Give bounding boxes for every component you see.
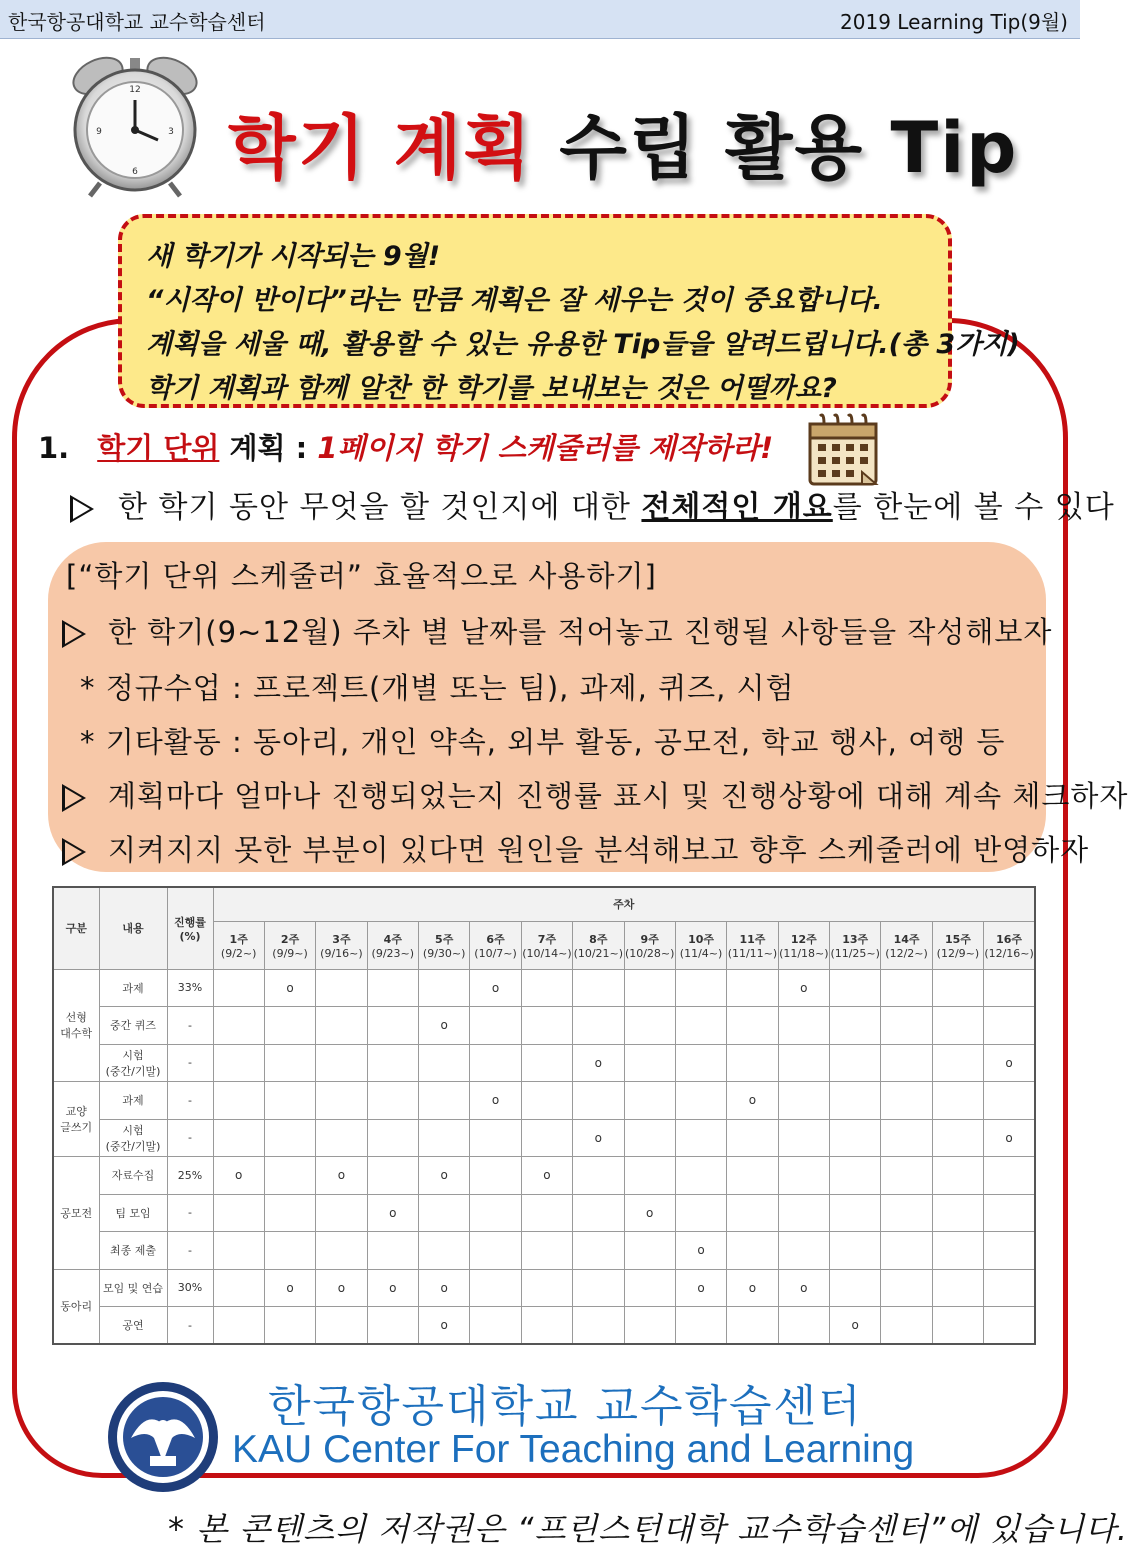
table-row — [53, 1007, 1035, 1045]
week-cell — [881, 1269, 932, 1307]
week-cell — [573, 1082, 624, 1120]
week-cell — [932, 1007, 983, 1045]
triangle-bullet-icon — [70, 495, 94, 523]
item-cell: 최종 제출 — [99, 1232, 167, 1270]
university-seal-icon — [106, 1380, 220, 1494]
week-cell — [521, 1119, 572, 1157]
week-label: 5주 — [435, 932, 454, 946]
week-cell — [264, 1232, 315, 1270]
week-cell — [624, 1119, 675, 1157]
alarm-clock-icon — [60, 48, 210, 198]
week-cell — [727, 1157, 778, 1195]
week-cell — [932, 1269, 983, 1307]
week-cell — [830, 1157, 881, 1195]
week-header — [778, 921, 829, 969]
week-cell — [778, 1044, 829, 1082]
week-cell — [881, 1119, 932, 1157]
tip-item — [62, 828, 1089, 869]
week-cell — [984, 1194, 1035, 1232]
week-cell — [778, 1194, 829, 1232]
header-weeks: 주차 — [213, 887, 1035, 921]
week-cell — [830, 1194, 881, 1232]
scheduled-mark: o — [675, 1232, 726, 1270]
week-date: (10/14~) — [522, 946, 572, 960]
week-cell — [675, 1044, 726, 1082]
week-date: (10/7~) — [474, 946, 517, 960]
header-org: 한국항공대학교 교수학습센터 — [8, 10, 266, 34]
intro-line: 계획을 세울 때, 활용할 수 있는 유용한 Tip들을 알려드립니다.(총 3가지) — [146, 329, 1020, 360]
week-label: 4주 — [383, 932, 402, 946]
progress-cell: - — [167, 1232, 213, 1270]
progress-cell: 25% — [167, 1157, 213, 1195]
week-cell — [367, 1044, 418, 1082]
week-cell — [778, 1007, 829, 1045]
week-cell — [881, 1007, 932, 1045]
item-cell: 팀 모임 — [99, 1194, 167, 1232]
week-cell — [470, 1269, 521, 1307]
center-name-korean: 한국항공대학교 교수학습센터 — [268, 1381, 863, 1432]
week-cell — [470, 1157, 521, 1195]
svg-text:6: 6 — [132, 167, 138, 177]
week-cell — [778, 1307, 829, 1345]
week-header — [830, 921, 881, 969]
summary-post: 를 한눈에 볼 수 있다 — [832, 490, 1115, 525]
week-header — [881, 921, 932, 969]
week-cell — [624, 1082, 675, 1120]
scheduled-mark: o — [984, 1119, 1035, 1157]
week-cell — [984, 1232, 1035, 1270]
progress-cell: - — [167, 1194, 213, 1232]
table-row — [53, 1082, 1035, 1120]
week-cell — [213, 1232, 264, 1270]
week-cell — [881, 1044, 932, 1082]
tips-box — [48, 542, 1128, 872]
week-cell — [727, 1119, 778, 1157]
page-title — [228, 92, 1018, 193]
week-cell — [367, 1119, 418, 1157]
category-cell: 공모전 — [53, 1157, 99, 1270]
week-cell — [316, 1007, 367, 1045]
week-header — [470, 921, 521, 969]
item-cell: 과제 — [99, 1082, 167, 1120]
week-cell — [932, 1082, 983, 1120]
scheduled-mark: o — [778, 969, 829, 1007]
week-cell — [521, 1269, 572, 1307]
week-cell — [932, 1307, 983, 1345]
week-cell — [521, 1232, 572, 1270]
week-cell — [984, 1307, 1035, 1345]
svg-text:3: 3 — [168, 127, 174, 137]
week-label: 2주 — [280, 932, 300, 946]
week-cell — [573, 1157, 624, 1195]
week-cell — [675, 1157, 726, 1195]
week-cell — [316, 1082, 367, 1120]
week-cell — [675, 1194, 726, 1232]
week-label: 14주 — [893, 932, 920, 946]
week-date: (9/16~) — [320, 946, 363, 960]
week-cell — [675, 1119, 726, 1157]
title-rest: 수립 활용 Tip — [559, 107, 1019, 189]
week-header — [367, 921, 418, 969]
scheduled-mark: o — [316, 1157, 367, 1195]
week-label: 8주 — [589, 932, 608, 946]
week-label: 16주 — [996, 932, 1023, 946]
week-cell — [521, 969, 572, 1007]
scheduled-mark: o — [213, 1157, 264, 1195]
week-cell — [881, 1194, 932, 1232]
week-date: (11/18~) — [779, 946, 829, 960]
scheduled-mark: o — [778, 1269, 829, 1307]
week-label: 15주 — [944, 932, 971, 946]
week-cell — [521, 1307, 572, 1345]
item-cell: 중간 퀴즈 — [99, 1007, 167, 1045]
scheduled-mark: o — [419, 1157, 470, 1195]
week-cell — [316, 1119, 367, 1157]
week-cell — [778, 1232, 829, 1270]
week-cell — [521, 1082, 572, 1120]
week-cell — [419, 969, 470, 1007]
tip-sub-item: * 기타활동 : 동아리, 개인 약속, 외부 활동, 공모전, 학교 행사, 여행 등 — [80, 725, 1006, 759]
week-cell — [419, 1232, 470, 1270]
week-cell — [675, 1082, 726, 1120]
week-cell — [727, 1007, 778, 1045]
table-row — [53, 1044, 1035, 1082]
week-cell — [984, 1082, 1035, 1120]
week-cell — [316, 1232, 367, 1270]
week-cell — [367, 1007, 418, 1045]
week-cell — [727, 969, 778, 1007]
tip-text: 지켜지지 못한 부분이 있다면 원인을 분석해보고 향후 스케줄러에 반영하자 — [108, 833, 1090, 867]
intro-line: “시작이 반이다”라는 만큼 계획은 잘 세우는 것이 중요합니다. — [146, 285, 883, 316]
week-cell — [470, 1194, 521, 1232]
week-cell — [419, 1119, 470, 1157]
week-cell — [316, 1044, 367, 1082]
calendar-icon — [804, 412, 884, 488]
summary-emphasis: 전체적인 개요 — [641, 490, 833, 525]
week-cell — [521, 1194, 572, 1232]
week-cell — [213, 1307, 264, 1345]
title-highlight: 학기 계획 — [228, 107, 533, 189]
scheduled-mark: o — [727, 1269, 778, 1307]
week-cell — [470, 1007, 521, 1045]
progress-cell: - — [167, 1307, 213, 1345]
category-cell: 교양 글쓰기 — [53, 1082, 99, 1157]
header-progress: 진행률 (%) — [167, 887, 213, 969]
week-cell — [830, 1082, 881, 1120]
week-cell — [624, 1232, 675, 1270]
scheduled-mark: o — [419, 1007, 470, 1045]
week-cell — [830, 1044, 881, 1082]
week-date: (10/21~) — [573, 946, 624, 960]
scheduled-mark: o — [470, 969, 521, 1007]
week-cell — [521, 1044, 572, 1082]
intro-box — [118, 214, 1020, 408]
header-bar — [0, 0, 1080, 39]
week-cell — [932, 1194, 983, 1232]
week-cell — [932, 969, 983, 1007]
week-cell — [316, 1307, 367, 1345]
tips-heading: [“학기 단위 스케줄러” 효율적으로 사용하기] — [66, 559, 657, 593]
week-cell — [675, 969, 726, 1007]
week-cell — [213, 1044, 264, 1082]
week-date: (12/9~) — [936, 946, 980, 960]
week-header — [213, 921, 264, 969]
week-cell — [881, 969, 932, 1007]
week-cell — [521, 1007, 572, 1045]
week-cell — [932, 1157, 983, 1195]
scheduled-mark: o — [264, 969, 315, 1007]
week-cell — [573, 1269, 624, 1307]
week-cell — [830, 969, 881, 1007]
scheduled-mark: o — [624, 1194, 675, 1232]
scheduled-mark: o — [675, 1269, 726, 1307]
item-cell: 자료수집 — [99, 1157, 167, 1195]
week-cell — [881, 1082, 932, 1120]
tip-text: 계획마다 얼마나 진행되었는지 진행률 표시 및 진행상황에 대해 계속 체크하자 — [108, 779, 1128, 813]
week-cell — [984, 969, 1035, 1007]
tip-item — [62, 610, 1052, 651]
week-label: 13주 — [842, 932, 869, 946]
scheduled-mark: o — [470, 1082, 521, 1120]
week-cell — [213, 1269, 264, 1307]
week-date: (11/11~) — [727, 946, 778, 960]
section-label: 계획 : — [219, 431, 318, 465]
item-cell: 과제 — [99, 969, 167, 1007]
item-cell: 공연 — [99, 1307, 167, 1345]
section-number: 1. — [38, 431, 70, 465]
copyright-note: * 본 콘텐츠의 저작권은 “프린스턴대학 교수학습센터”에 있습니다. — [168, 1510, 1128, 1548]
week-cell — [316, 1194, 367, 1232]
week-date: (9/2~) — [220, 946, 257, 960]
week-cell — [419, 1082, 470, 1120]
week-cell — [367, 1232, 418, 1270]
progress-cell: - — [167, 1007, 213, 1045]
week-cell — [675, 1007, 726, 1045]
week-header — [727, 921, 778, 969]
week-cell — [881, 1232, 932, 1270]
week-cell — [573, 1307, 624, 1345]
section-key: 학기 단위 — [97, 431, 220, 465]
week-cell — [213, 1082, 264, 1120]
category-cell: 선형 대수학 — [53, 969, 99, 1082]
scheduled-mark: o — [367, 1269, 418, 1307]
intro-line: 학기 계획과 함께 알찬 한 학기를 보내보는 것은 어떨까요? — [146, 373, 837, 404]
section-heading — [38, 426, 773, 467]
week-header — [624, 921, 675, 969]
intro-line: 새 학기가 시작되는 9월! — [146, 241, 441, 272]
week-cell — [778, 1082, 829, 1120]
tip-item — [62, 774, 1128, 815]
week-date: (9/9~) — [272, 946, 308, 960]
item-cell: 시험 (중간/기말) — [99, 1044, 167, 1082]
week-cell — [316, 969, 367, 1007]
week-cell — [624, 1157, 675, 1195]
week-cell — [932, 1119, 983, 1157]
category-cell: 동아리 — [53, 1269, 99, 1344]
week-cell — [573, 1007, 624, 1045]
week-cell — [419, 1044, 470, 1082]
week-cell — [932, 1232, 983, 1270]
week-cell — [573, 1232, 624, 1270]
item-cell: 시험 (중간/기말) — [99, 1119, 167, 1157]
week-cell — [213, 1007, 264, 1045]
item-cell: 모임 및 연습 — [99, 1269, 167, 1307]
triangle-bullet-icon — [62, 838, 86, 866]
semester-scheduler-table — [52, 886, 1036, 1345]
header-item: 내용 — [99, 887, 167, 969]
week-cell — [881, 1157, 932, 1195]
week-cell — [213, 969, 264, 1007]
triangle-bullet-icon — [62, 620, 86, 648]
week-cell — [573, 1194, 624, 1232]
table-row — [53, 1157, 1035, 1195]
week-label: 12주 — [790, 932, 817, 946]
week-header — [932, 921, 983, 969]
scheduled-mark: o — [984, 1044, 1035, 1082]
table-row — [53, 969, 1035, 1007]
week-cell — [264, 1157, 315, 1195]
week-cell — [778, 1119, 829, 1157]
week-cell — [367, 1307, 418, 1345]
week-label: 10주 — [688, 932, 715, 946]
scheduled-mark: o — [573, 1044, 624, 1082]
progress-cell: - — [167, 1082, 213, 1120]
week-cell — [367, 1157, 418, 1195]
scheduled-mark: o — [419, 1269, 470, 1307]
week-cell — [624, 1044, 675, 1082]
week-cell — [367, 1082, 418, 1120]
table-row — [53, 1232, 1035, 1270]
week-cell — [778, 1157, 829, 1195]
week-label: 11주 — [739, 932, 766, 946]
week-cell — [213, 1119, 264, 1157]
week-header — [419, 921, 470, 969]
svg-text:9: 9 — [96, 127, 102, 137]
week-cell — [264, 1007, 315, 1045]
week-header — [316, 921, 367, 969]
scheduled-mark: o — [521, 1157, 572, 1195]
header-issue: 2019 Learning Tip(9월) — [840, 10, 1068, 34]
week-date: (12/16~) — [984, 946, 1034, 960]
progress-cell: 30% — [167, 1269, 213, 1307]
tip-text: 한 학기(9~12월) 주차 별 날짜를 적어놓고 진행될 사항들을 작성해보자 — [108, 615, 1053, 649]
week-cell — [213, 1194, 264, 1232]
table-row — [53, 1307, 1035, 1345]
week-cell — [881, 1307, 932, 1345]
section-slogan: 1페이지 학기 스케줄러를 제작하라! — [317, 431, 774, 465]
tip-sub-item: * 정규수업 : 프로젝트(개별 또는 팀), 과제, 퀴즈, 시험 — [80, 671, 795, 705]
week-label: 6주 — [486, 932, 505, 946]
progress-cell: - — [167, 1119, 213, 1157]
week-cell — [727, 1044, 778, 1082]
scheduled-mark: o — [316, 1269, 367, 1307]
week-cell — [727, 1194, 778, 1232]
week-header — [675, 921, 726, 969]
week-date: (9/30~) — [422, 946, 466, 960]
week-header — [984, 921, 1035, 969]
week-cell — [367, 969, 418, 1007]
week-cell — [624, 1269, 675, 1307]
week-cell — [573, 969, 624, 1007]
svg-text:12: 12 — [129, 85, 141, 95]
week-cell — [264, 1307, 315, 1345]
week-date: (9/23~) — [371, 946, 415, 960]
center-name-english: KAU Center For Teaching and Learning — [232, 1428, 915, 1471]
week-date: (12/2~) — [885, 946, 928, 960]
week-header — [264, 921, 315, 969]
week-header — [521, 921, 572, 969]
triangle-bullet-icon — [62, 784, 86, 812]
table-row — [53, 1119, 1035, 1157]
week-cell — [830, 1007, 881, 1045]
week-cell — [984, 1007, 1035, 1045]
summary-line — [70, 482, 1115, 526]
week-cell — [624, 1007, 675, 1045]
week-cell — [675, 1307, 726, 1345]
week-cell — [984, 1157, 1035, 1195]
week-cell — [264, 1119, 315, 1157]
summary-pre: 한 학기 동안 무엇을 할 것인지에 대한 — [118, 490, 642, 525]
week-cell — [264, 1044, 315, 1082]
week-label: 1주 — [229, 932, 248, 946]
progress-cell: - — [167, 1044, 213, 1082]
scheduled-mark: o — [830, 1307, 881, 1345]
week-date: (11/25~) — [830, 946, 880, 960]
week-cell — [470, 1232, 521, 1270]
week-label: 7주 — [537, 932, 557, 946]
week-cell — [264, 1194, 315, 1232]
table-row — [53, 1194, 1035, 1232]
table-row — [53, 1269, 1035, 1307]
week-cell — [470, 1044, 521, 1082]
week-cell — [932, 1044, 983, 1082]
week-cell — [984, 1269, 1035, 1307]
week-cell — [264, 1082, 315, 1120]
week-cell — [830, 1269, 881, 1307]
progress-cell: 33% — [167, 969, 213, 1007]
scheduled-mark: o — [727, 1082, 778, 1120]
week-cell — [624, 969, 675, 1007]
week-cell — [830, 1119, 881, 1157]
header-category: 구분 — [53, 887, 99, 969]
week-header — [573, 921, 624, 969]
scheduled-mark: o — [573, 1119, 624, 1157]
week-cell — [470, 1119, 521, 1157]
week-cell — [624, 1307, 675, 1345]
week-cell — [727, 1232, 778, 1270]
scheduled-mark: o — [419, 1307, 470, 1345]
week-cell — [470, 1307, 521, 1345]
week-cell — [830, 1232, 881, 1270]
scheduled-mark: o — [264, 1269, 315, 1307]
scheduled-mark: o — [367, 1194, 418, 1232]
week-label: 9주 — [640, 932, 659, 946]
week-label: 3주 — [332, 932, 351, 946]
week-cell — [419, 1194, 470, 1232]
week-date: (11/4~) — [679, 946, 723, 960]
week-date: (10/28~) — [624, 946, 675, 960]
week-cell — [727, 1307, 778, 1345]
